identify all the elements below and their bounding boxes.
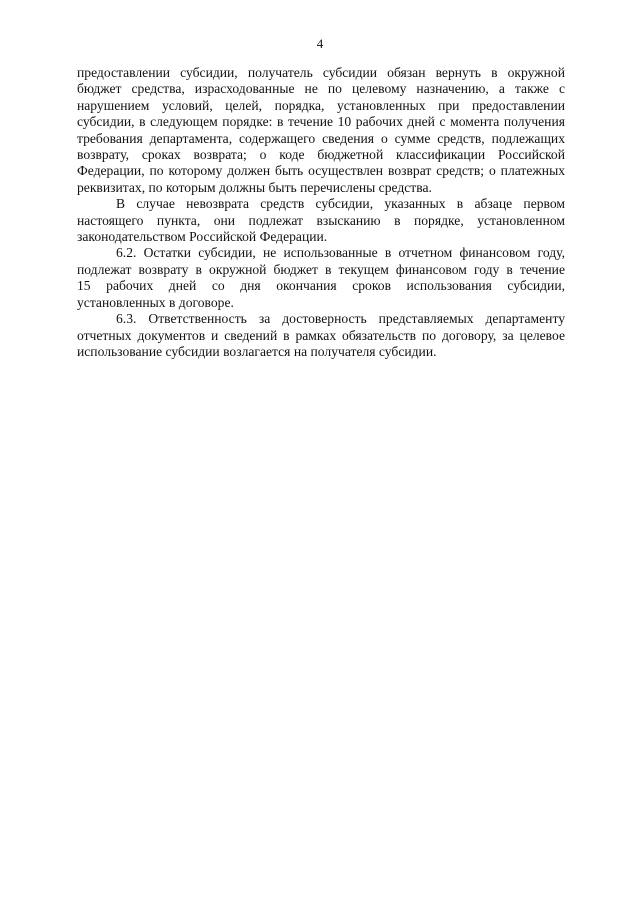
text-line: отчетных документов и сведений в рамках обязательств по договору, за целевое [77,327,565,343]
text-line: субсидии, в следующем порядке: в течение 10 рабочих дней с момента получения [77,114,565,130]
text-line: В случае невозврата средств субсидии, указанных в абзаце первом [116,196,565,212]
text-line: подлежат возврату в окружной бюджет в текущем финансовом году в течение [77,261,565,277]
text-line: 15 рабочих дней со дня окончания сроков использования субсидии, [77,278,565,294]
text-line: возврату, сроках возврата; о коде бюджетной классификации Российской [77,147,565,163]
text-line: использование субсидии возлагается на получателя субсидии. [77,343,437,359]
paragraph-continuation [77,65,565,196]
text-line: предоставлении субсидии, получатель субсидии обязан вернуть в окружной [77,65,565,80]
paragraph-6-3 [77,311,565,360]
document-body [77,65,565,360]
text-line: реквизитах, по которым должны быть перечислены средства. [77,179,432,195]
paragraph-6-2 [77,245,565,311]
text-line: нарушением условий, целей, порядка, установленных при предоставлении [77,97,565,113]
page-number: 4 [316,36,324,51]
text-line: требования департамента, содержащего сведения о сумме средств, подлежащих [77,130,565,146]
text-line: бюджет средства, израсходованные не по целевому назначению, а также с [77,81,565,97]
text-line: 6.3. Ответственность за достоверность представляемых департаменту [116,311,565,327]
text-line: 6.2. Остатки субсидии, не использованные в отчетном финансовом году, [116,245,565,261]
paragraph-non-return [77,196,565,245]
text-line: Федерации, по которому должен быть осуществлен возврат средств; о платежных [77,163,565,179]
text-line: настоящего пункта, они подлежат взысканию в порядке, установленном [77,212,565,228]
text-line: установленных в договоре. [77,294,234,310]
text-line: законодательством Российской Федерации. [77,229,328,245]
